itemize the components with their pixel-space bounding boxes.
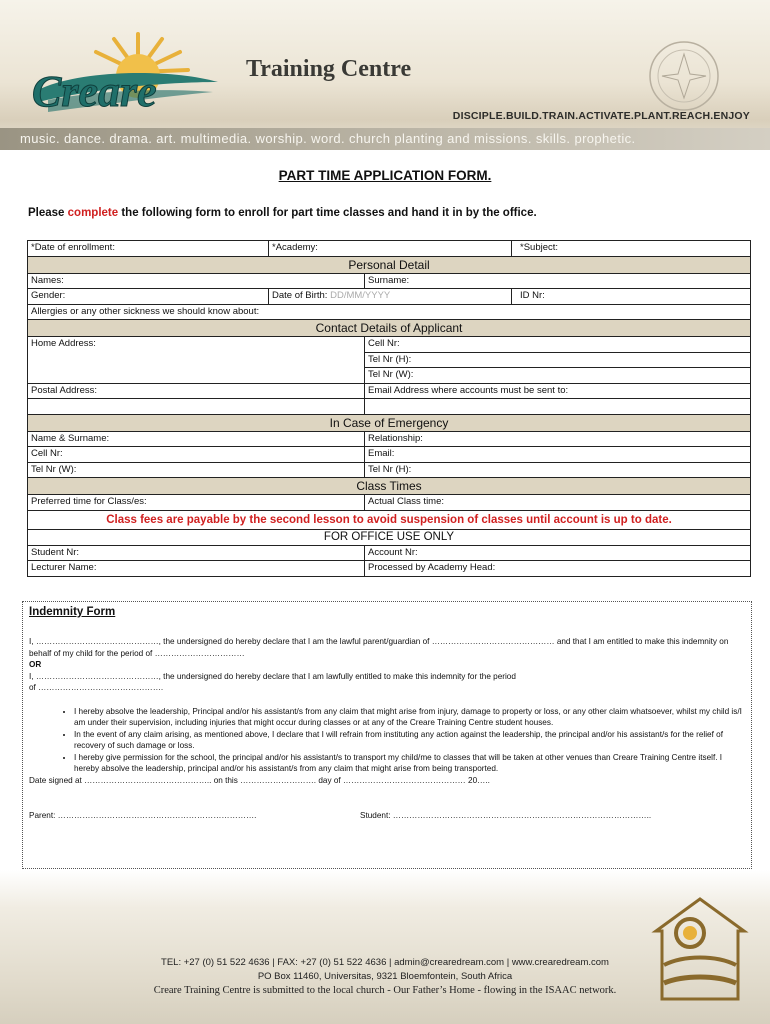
indemnity-or: OR bbox=[29, 660, 42, 669]
actual-class-time-field[interactable]: Actual Class time: bbox=[365, 495, 751, 511]
indemnity-body bbox=[29, 636, 744, 822]
indemnity-section bbox=[22, 601, 752, 869]
personal-detail-heading: Personal Detail bbox=[28, 256, 751, 273]
isaac-network-seal-icon bbox=[648, 40, 720, 112]
dob-placeholder: DD/MM/YYYY bbox=[330, 290, 391, 302]
emergency-tel-work-field[interactable]: Tel Nr (W): bbox=[28, 462, 365, 478]
preferred-time-field[interactable]: Preferred time for Class/es: bbox=[28, 495, 365, 511]
date-of-enrollment-field[interactable]: *Date of enrollment: bbox=[28, 241, 269, 257]
postal-address-extra[interactable] bbox=[28, 399, 365, 415]
date-of-birth-field[interactable] bbox=[269, 289, 512, 305]
email-accounts-field[interactable]: Email Address where accounts must be sent to: bbox=[365, 383, 751, 399]
home-address-field[interactable]: Home Address: bbox=[28, 337, 365, 384]
instruction-post: the following form to enroll for part time classes and hand it in by the office. bbox=[118, 207, 537, 219]
tel-home-field[interactable]: Tel Nr (H): bbox=[365, 352, 751, 368]
office-use-heading: FOR OFFICE USE ONLY bbox=[28, 529, 751, 545]
table-row bbox=[28, 289, 751, 305]
indemnity-para-guardian: I, ………………………………………, the undersigned do hereby declare that I am the lawful parent/guardian of ……………………………………… and that I am entitled to make this indemnity on behalf of my child for the period of …………………………… bbox=[29, 637, 729, 658]
academy-field[interactable]: *Academy: bbox=[269, 241, 512, 257]
postal-address-field[interactable]: Postal Address: bbox=[28, 383, 365, 399]
processed-by-field[interactable]: Processed by Academy Head: bbox=[365, 561, 751, 577]
parent-signature-line[interactable]: Parent: ………………………………………………………………. bbox=[29, 811, 257, 820]
tagline: DISCIPLE.BUILD.TRAIN.ACTIVATE.PLANT.REACH.ENJOY bbox=[452, 110, 750, 122]
emergency-name-field[interactable]: Name & Surname: bbox=[28, 431, 365, 447]
indemnity-title: Indemnity Form bbox=[29, 606, 116, 618]
ministries-banner: music. dance. drama. art. multimedia. worship. word. church planting and missions. skills. prophetic. bbox=[0, 128, 770, 150]
indemnity-para-period: of ………………………………………. bbox=[29, 683, 164, 692]
dob-label: Date of Birth: bbox=[272, 290, 328, 302]
id-number-field[interactable]: ID Nr: bbox=[512, 289, 751, 305]
form-title: PART TIME APPLICATION FORM. bbox=[278, 168, 492, 183]
page-header bbox=[0, 0, 770, 150]
brand-title: Training Centre bbox=[246, 56, 412, 82]
form-instruction bbox=[28, 207, 537, 219]
tel-work-field[interactable]: Tel Nr (W): bbox=[365, 368, 751, 384]
list-item: • In the event of any claim arising, as mentioned above, I declare that I will refrain from instituting any action against the leadership, the principal and/or his assistant/s for the relief of recovery of such damage or loss. bbox=[74, 729, 744, 752]
list-item: • I hereby absolve the leadership, Principal and/or his assistant/s from any claim that might arise from injury, damage to property or loss, or any other claim whatsoever, whilst my child is/I am under their supervision, including injuries that might occur during classes or at any of the Creare Training Centre student houses. bbox=[74, 706, 744, 729]
indemnity-clauses bbox=[29, 706, 744, 775]
lecturer-name-field[interactable]: Lecturer Name: bbox=[28, 561, 365, 577]
class-times-heading: Class Times bbox=[28, 478, 751, 495]
list-item: • I hereby give permission for the school, the principal and/or his assistant/s to transport my child/me to classes that will be taken at other venues than Creare Training Centre itself. I hereby absolve the leadership, principal and/or his assistant/s from any claim that might arise from being transported. bbox=[74, 752, 744, 775]
emergency-email-field[interactable]: Email: bbox=[365, 447, 751, 463]
cell-number-field[interactable]: Cell Nr: bbox=[365, 337, 751, 353]
gender-field[interactable]: Gender: bbox=[28, 289, 269, 305]
account-number-field[interactable]: Account Nr: bbox=[365, 545, 751, 561]
emergency-cell-field[interactable]: Cell Nr: bbox=[28, 447, 365, 463]
email-accounts-extra[interactable] bbox=[365, 399, 751, 415]
application-form-table bbox=[27, 240, 751, 577]
emergency-heading: In Case of Emergency bbox=[28, 414, 751, 431]
footer-contact-line: TEL: +27 (0) 51 522 4636 | FAX: +27 (0) 51 522 4636 | admin@crearedream.com | www.crearedream.com bbox=[161, 957, 609, 968]
instruction-highlight: complete bbox=[67, 207, 119, 219]
signature-lines bbox=[29, 810, 744, 822]
emergency-tel-home-field[interactable]: Tel Nr (H): bbox=[365, 462, 751, 478]
creare-sun-logo bbox=[18, 30, 223, 126]
student-number-field[interactable]: Student Nr: bbox=[28, 545, 365, 561]
logo-wordmark: Creare bbox=[32, 67, 157, 116]
surname-field[interactable]: Surname: bbox=[365, 273, 751, 289]
contact-details-heading: Contact Details of Applicant bbox=[28, 320, 751, 337]
table-row bbox=[28, 273, 751, 289]
footer-po-box: PO Box 11460, Universitas, 9321 Bloemfontein, South Africa bbox=[257, 971, 513, 982]
indemnity-para-self: I, ………………………………………, the undersigned do hereby declare that I am lawfully entitled to make this indemnity for the period bbox=[29, 671, 516, 681]
date-signed-line[interactable]: Date signed at ……………………………………….. on this ………………………. day of ……………………………………… 20….. bbox=[29, 775, 490, 785]
allergies-field[interactable]: Allergies or any other sickness we should know about: bbox=[28, 304, 751, 320]
footer-submission-note: Creare Training Centre is submitted to the local church - Our Father’s Home - flowing in the ISAAC network. bbox=[153, 985, 617, 996]
table-row bbox=[28, 241, 751, 257]
names-field[interactable]: Names: bbox=[28, 273, 365, 289]
subject-field[interactable]: *Subject: bbox=[512, 241, 751, 257]
instruction-pre: Please bbox=[28, 207, 68, 219]
student-signature-line[interactable]: Student: ………………………………………………………………………………….. bbox=[360, 811, 652, 820]
class-fees-notice: Class fees are payable by the second lesson to avoid suspension of classes until account is up to date. bbox=[28, 510, 751, 529]
emergency-relationship-field[interactable]: Relationship: bbox=[365, 431, 751, 447]
